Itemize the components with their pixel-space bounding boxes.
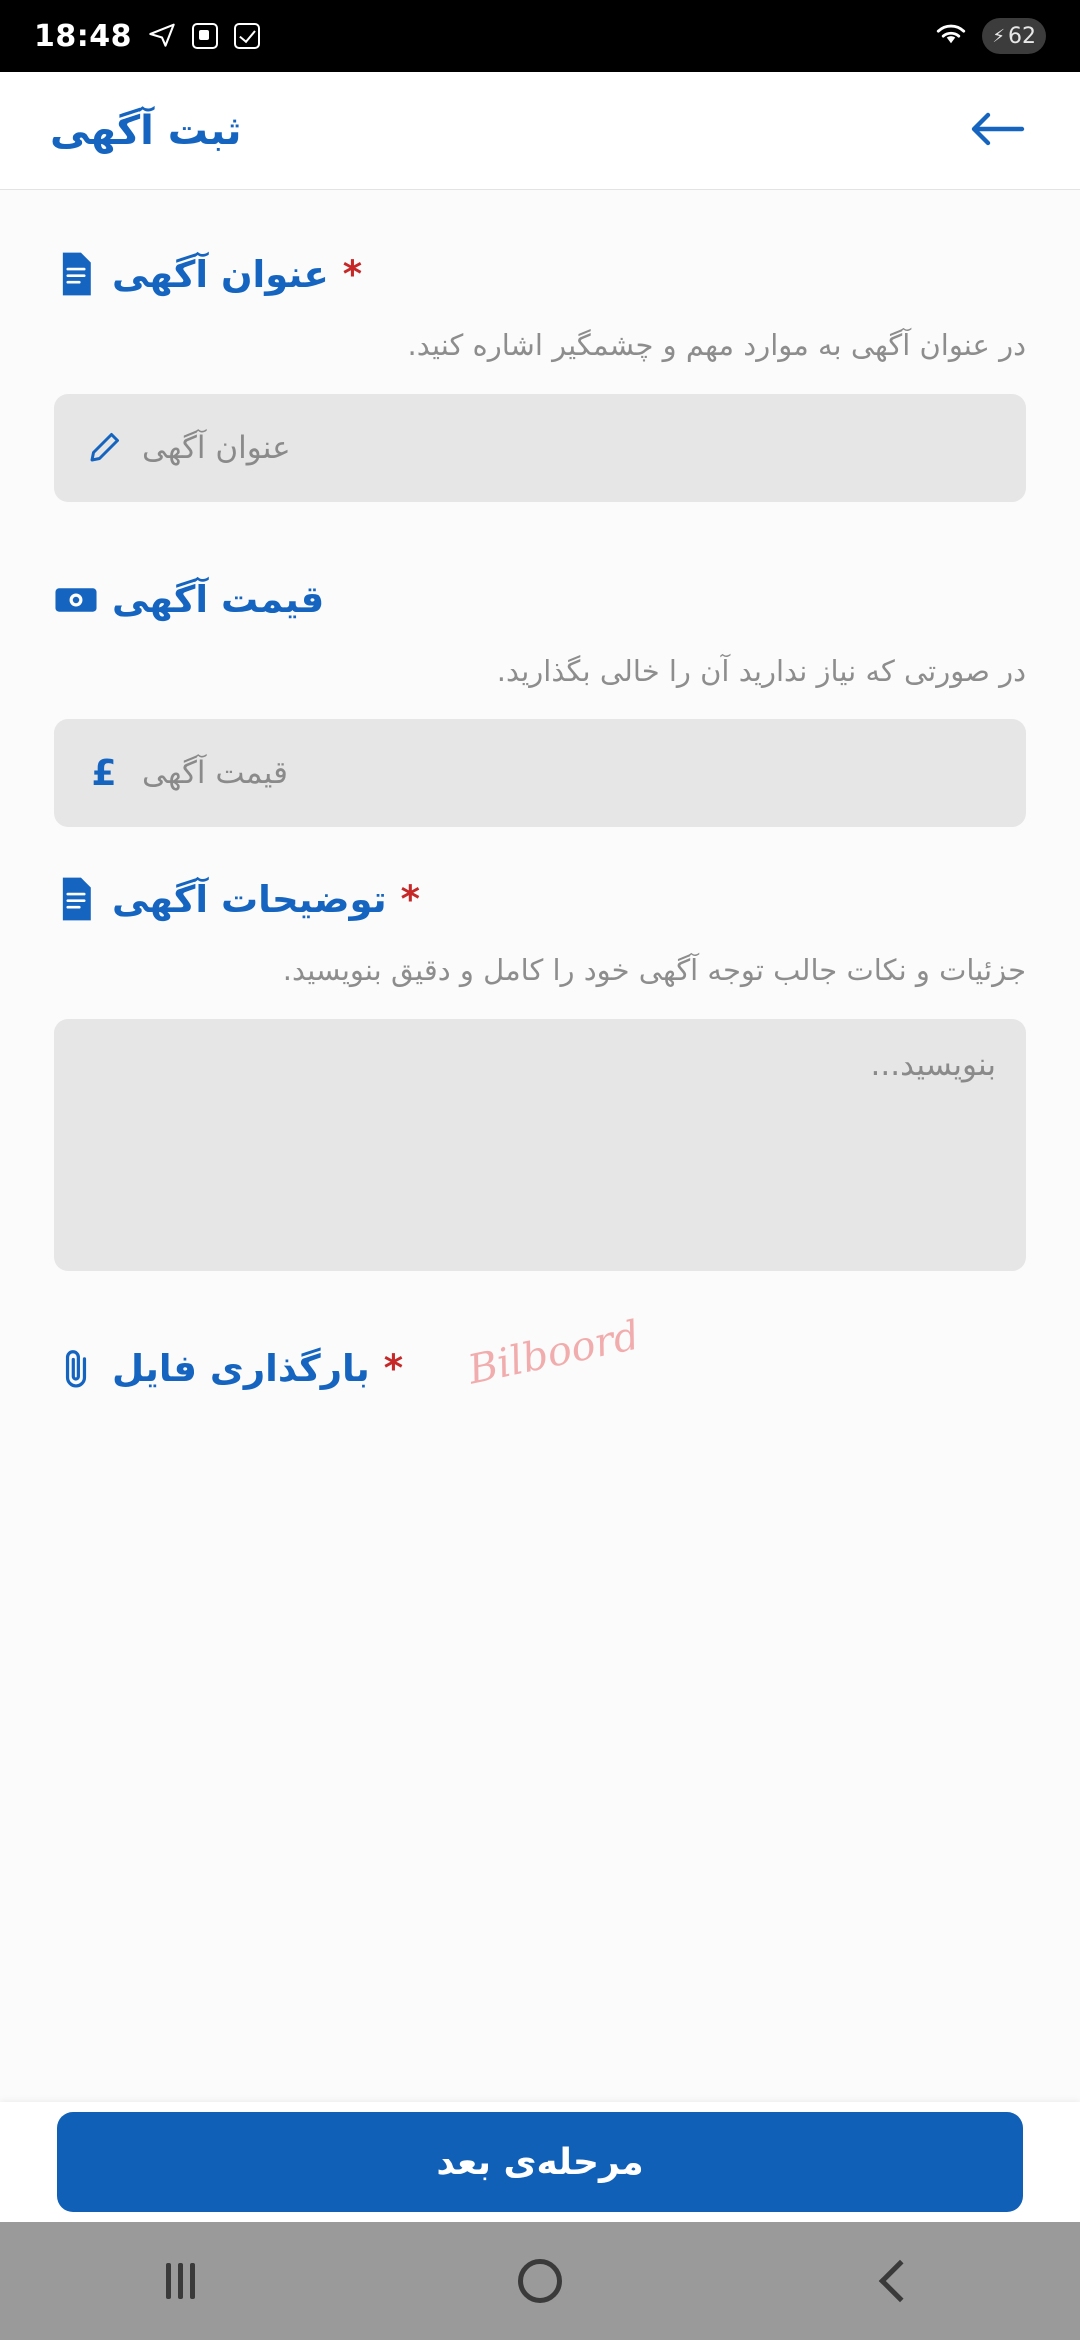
battery-indicator [982,18,1046,54]
document-icon [54,875,98,923]
battery-level: 62 [1008,23,1036,49]
field-upload-header [54,1345,1026,1393]
status-bar-left [34,19,260,54]
pencil-icon [84,428,124,468]
checkbox-icon [234,23,260,49]
status-bar [0,0,1080,72]
field-description-required: * [400,877,420,921]
status-bar-right [934,18,1046,54]
status-clock: 18:48 [34,18,132,54]
field-upload-label: بارگذاری فایل [112,1347,370,1390]
field-title-required: * [342,252,363,296]
next-step-button[interactable]: مرحله‌ی بعد [57,2112,1023,2212]
field-title-hint: در عنوان آگهی به موارد مهم و چشمگیر اشاره کنید. [407,328,1026,362]
back-icon[interactable] [840,2246,960,2316]
spacer [54,1281,1026,1345]
wifi-icon [934,21,968,51]
spacer [54,512,1026,576]
field-title [54,250,1026,502]
title-input[interactable] [54,394,1026,502]
recents-icon[interactable] [120,2246,240,2316]
page-title: ثبت آگهی [50,107,242,154]
field-description-label: توضیحات آگهی [112,877,387,921]
spacer [54,837,1026,875]
paperclip-icon [54,1345,98,1393]
form-content [0,190,1080,2102]
document-icon [54,250,98,298]
field-upload-required: * [383,1347,404,1390]
title-input-placeholder: عنوان آگهی [142,429,291,466]
price-input-placeholder: قیمت آگهی [142,755,288,791]
price-input[interactable] [54,719,1026,827]
field-price-label: قیمت آگهی [112,578,325,621]
field-upload [54,1345,1026,1393]
home-icon[interactable] [480,2246,600,2316]
money-icon [54,576,98,624]
screenshot-icon [192,23,218,49]
cta-container [0,2102,1080,2222]
field-title-label: عنوان آگهی [112,252,329,296]
field-description [54,875,1026,1271]
field-price-hint: در صورتی که نیاز ندارید آن را خالی بگذارید. [496,653,1026,688]
telegram-icon [148,20,176,52]
description-textarea[interactable] [54,1019,1026,1271]
field-price-header [54,576,1026,624]
currency-icon: £ [91,752,117,794]
back-button[interactable] [970,109,1026,153]
watermark: Bilboord [463,1312,643,1394]
battery-charging-icon: ⚡ [992,25,1005,47]
description-placeholder: بنویسید... [870,1046,996,1083]
field-description-hint: جزئیات و نکات جالب توجه آگهی خود را کامل و دقیق بنویسید. [282,953,1026,987]
field-title-header [54,250,1026,298]
field-price [54,576,1026,828]
system-navigation-bar [0,2222,1080,2340]
field-description-header [54,875,1026,923]
app-bar [0,72,1080,190]
